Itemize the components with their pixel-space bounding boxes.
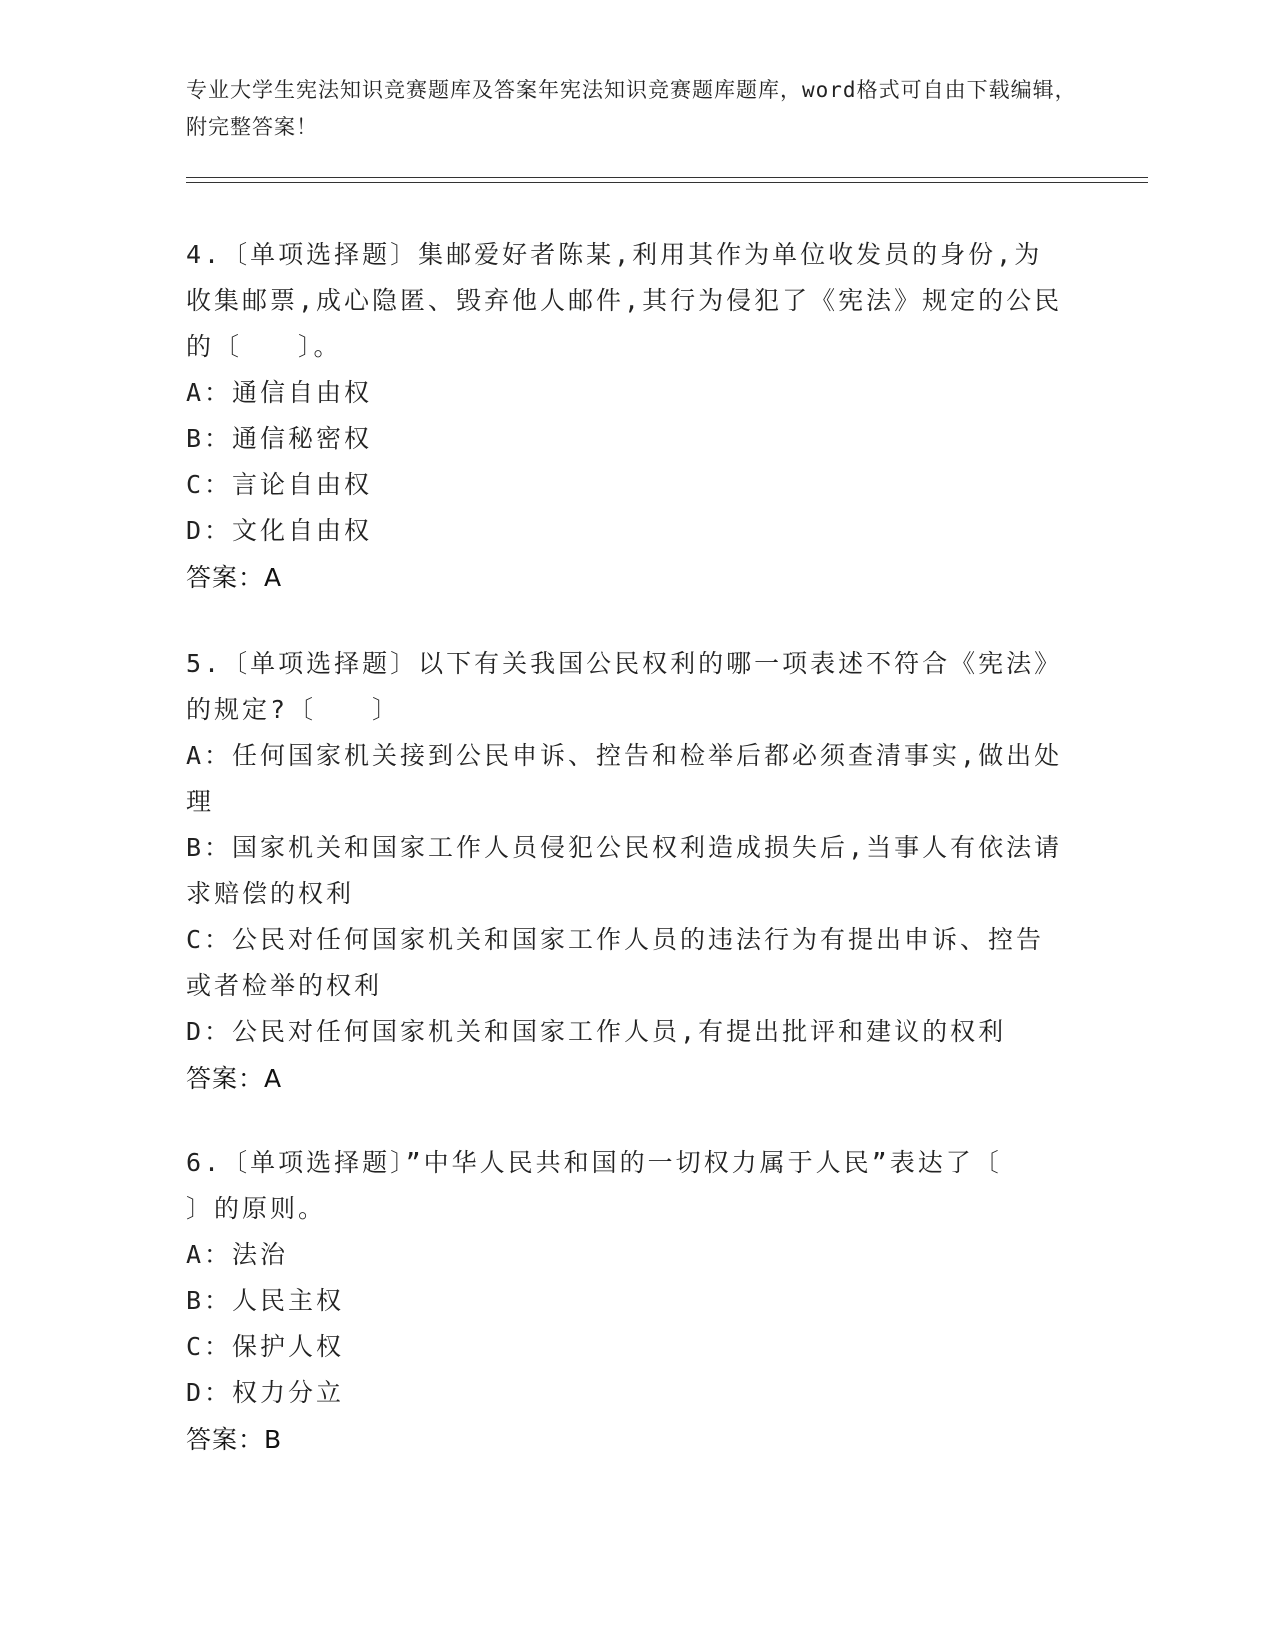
header-rule-top xyxy=(186,177,1148,178)
question-stem: 6.〔单项选择题〕”中华人民共和国的一切权力属于人民”表达了〔 〕的原则。 xyxy=(186,1148,1058,1223)
option-b: B：人民主权 xyxy=(186,1286,345,1315)
answer: 答案：B xyxy=(186,1425,283,1454)
question-5 xyxy=(186,641,1066,1103)
question-stem: 4.〔单项选择题〕集邮爱好者陈某,利用其作为单位收发员的身份,为收集邮票,成心隐匿、毁弃他人邮件,其行为侵犯了《宪法》规定的公民的〔 〕。 xyxy=(186,240,1063,361)
answer: 答案：A xyxy=(186,1064,283,1093)
option-d: D：公民对任何国家机关和国家工作人员,有提出批评和建议的权利 xyxy=(186,1017,1007,1046)
question-stem: 5.〔单项选择题〕以下有关我国公民权利的哪一项表述不符合《宪法》的规定?〔 〕 xyxy=(186,649,1063,724)
option-a: A：法治 xyxy=(186,1240,289,1269)
option-c: C：言论自由权 xyxy=(186,470,373,499)
answer: 答案：A xyxy=(186,563,283,592)
option-c: C：保护人权 xyxy=(186,1332,345,1361)
option-a: A：通信自由权 xyxy=(186,378,373,407)
header-rule-bottom xyxy=(186,182,1148,183)
question-4 xyxy=(186,232,1066,602)
document-header: 专业大学生宪法知识竞赛题库及答案年宪法知识竞赛题库题库，word格式可自由下载编辑，附完整答案！ xyxy=(186,78,1077,139)
option-b: B：通信秘密权 xyxy=(186,424,373,453)
option-d: D：权力分立 xyxy=(186,1378,345,1407)
option-b: B：国家机关和国家工作人员侵犯公民权利造成损失后,当事人有依法请求赔偿的权利 xyxy=(186,833,1063,908)
option-a: A：任何国家机关接到公民申诉、控告和检举后都必须查清事实,做出处理 xyxy=(186,741,1063,816)
option-c: C：公民对任何国家机关和国家工作人员的违法行为有提出申诉、控告或者检举的权利 xyxy=(186,925,1045,1000)
option-d: D：文化自由权 xyxy=(186,516,373,545)
question-6 xyxy=(186,1140,1066,1464)
